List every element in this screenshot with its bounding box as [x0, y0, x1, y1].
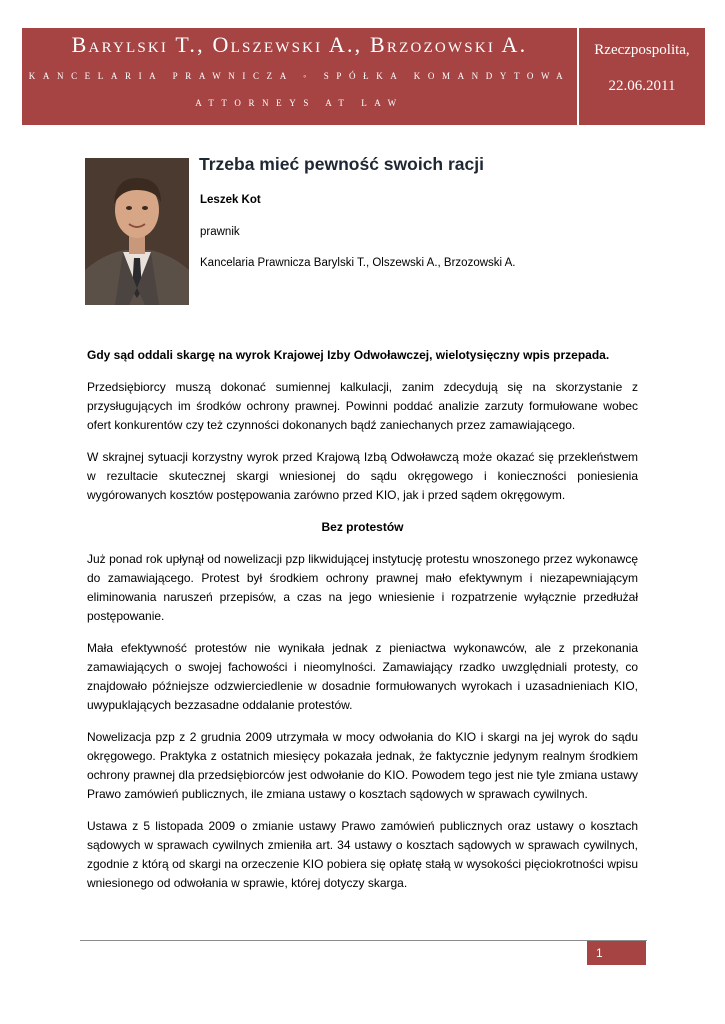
- source-box: [579, 28, 705, 125]
- author-portrait-image: [85, 158, 189, 305]
- source-name: Rzeczpospolita,: [594, 42, 690, 58]
- article-lead: Gdy sąd oddali skargę na wyrok Krajowej Izby Odwoławczej, wielotysięczny wpis przepada.: [87, 348, 610, 362]
- paragraph: Ustawa z 5 listopada 2009 o zmianie ustawy Prawo zamówień publicznych oraz ustawy o kosztach sądowych w sprawach cywilnych zmieniła art. 34 ustawy o kosztach sądowych w sprawach cywilnych, zgodnie z którą od skargi na orzeczenie KIO pobiera się opłatę stałą w wysokości pięciokrotności wpisu wniesionego od odwołania w sprawie, której dotyczy skarga.: [87, 819, 638, 890]
- section-heading: Bez protestów: [321, 520, 404, 534]
- page-number-box: [587, 941, 646, 965]
- firm-header: [22, 28, 577, 125]
- author-role: prawnik: [200, 226, 240, 238]
- paragraph: W skrajnej sytuacji korzystny wyrok przed Krajową Izbą Odwoławczą może okazać się przekleństwem w rezultacie skutecznej skargi wniesionej do sądu okręgowego i konieczności poniesienia wygórowanych kosztów postępowania zarówno przed KIO, jak i przed sądem okręgowym.: [87, 450, 638, 502]
- article-body: [87, 346, 638, 906]
- article-title: Trzeba mieć pewność swoich racji: [199, 154, 484, 174]
- paragraph: Nowelizacja pzp z 2 grudnia 2009 utrzymała w mocy odwołania do KIO i skargi na jej wyrok do sądu okręgowego. Praktyka z ostatnich miesięcy pokazała jednak, że faktycznie jedynym realnym środkiem ochrony prawnej dla przedsiębiorców jest odwołanie do KIO. Powodem tego jest nie tyle zmiana ustawy Prawo zamówień publicznych, ile zmiana ustawy o kosztach sądowych w sprawach cywilnych.: [87, 730, 638, 801]
- firm-name: Barylski T., Olszewski A., Brzozowski A.: [71, 32, 528, 57]
- publication-date: 22.06.2011: [608, 78, 676, 94]
- firm-subtitle: KANCELARIA PRAWNICZA ◦ SPÓŁKA KOMANDYTOWA: [28, 71, 571, 81]
- author-photo: [85, 158, 189, 305]
- page-number: 1: [596, 946, 603, 960]
- paragraph: Przedsiębiorcy muszą dokonać sumiennej kalkulacji, zanim zdecydują się na skorzystanie z przysługujących im środków ochrony prawnej. Powinni poddać analizie zarzuty formułowane wobec ofert konkurentów czy też czynności dokonanych bądź zaniechanych przez zamawiającego.: [87, 380, 638, 432]
- author-organization: Kancelaria Prawnicza Barylski T., Olszewski A., Brzozowski A.: [200, 257, 516, 269]
- paragraph: Już ponad rok upłynął od nowelizacji pzp likwidującej instytucję protestu wnoszonego przez wykonawcę do zamawiającego. Protest był środkiem ochrony prawnej mało efektywnym i niezapewniającym eliminowania naruszeń przepisów, a czas na jego wniesienie i rozpatrzenie wyłącznie przedłużał postępowanie.: [87, 552, 638, 623]
- author-name: Leszek Kot: [200, 194, 261, 206]
- footer-divider: [80, 940, 647, 941]
- firm-subtitle-english: ATTORNEYS AT LAW: [195, 98, 404, 108]
- paragraph: Mała efektywność protestów nie wynikała jednak z pieniactwa wykonawców, ale z przekonania zamawiających o swojej fachowości i nieomylności. Zamawiający rzadko uwzględniali protesty, co znajdowało późniejsze odzwierciedlenie w dosadnie formułowanych wyrokach i uzasadnieniach KIO, uwypuklających bezzasadne oddalanie protestów.: [87, 641, 638, 712]
